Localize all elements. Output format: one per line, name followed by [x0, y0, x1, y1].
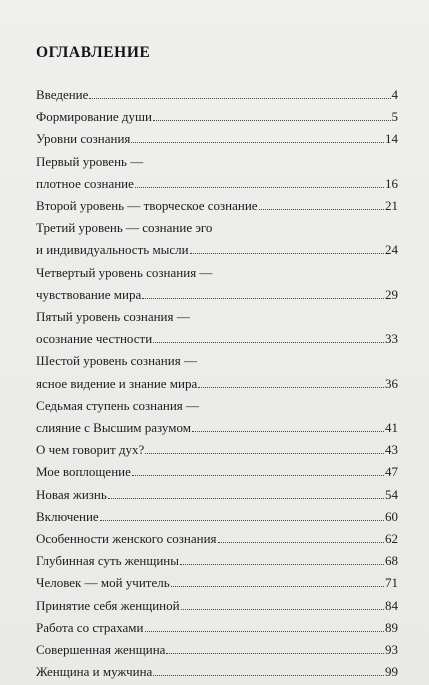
dot-leader [100, 520, 384, 521]
toc-entry-row [36, 106, 398, 128]
toc-heading: ОГЛАВЛЕНИЕ [36, 44, 151, 61]
toc-entry-title-line: Шестой уровень сознания — [36, 353, 197, 369]
toc-entry-title: Второй уровень — творческое сознание [36, 198, 258, 214]
toc-entry [36, 528, 398, 550]
toc-page-number: 43 [385, 442, 398, 458]
toc-entry [36, 439, 398, 461]
dot-leader [131, 142, 384, 143]
toc-entry [36, 217, 398, 261]
toc-entry [36, 84, 398, 106]
toc-page-number: 29 [385, 286, 398, 302]
toc-entry-row [36, 173, 398, 195]
dot-leader [192, 431, 384, 432]
dot-leader [180, 564, 384, 565]
toc-entry-row [36, 595, 398, 617]
toc-page-number: 21 [385, 198, 398, 214]
toc-page-number: 4 [391, 87, 398, 102]
toc-entry-title: и индивидуальность мысли [36, 242, 189, 258]
toc-page-number: 54 [385, 486, 398, 502]
toc-entry-title-line: Пятый уровень сознания — [36, 309, 190, 325]
dot-leader [89, 98, 390, 99]
dot-leader [153, 342, 384, 343]
toc-entry-title: ясное видение и знание мира [36, 375, 198, 391]
toc-entry-title-line: Четвертый уровень сознания — [36, 264, 213, 280]
toc-page-number: 41 [385, 420, 398, 436]
toc-page-number: 5 [391, 109, 398, 125]
dot-leader [145, 453, 384, 454]
toc-entry-row [36, 284, 398, 306]
toc-entry-title: Человек — мой учитель [36, 575, 170, 591]
dot-leader [142, 298, 384, 299]
toc-entry-row [36, 661, 398, 683]
toc-page-number: 36 [385, 375, 398, 391]
toc-entry-title: осознание честности [36, 331, 153, 347]
toc-entry-title: Введение [36, 87, 89, 102]
dot-leader [153, 120, 390, 121]
toc-entry-row [36, 639, 398, 661]
toc-entry [36, 572, 398, 594]
toc-entry-title: Глубинная суть женщины [36, 553, 179, 569]
dot-leader [108, 498, 384, 499]
toc-entry-row [36, 239, 398, 261]
dot-leader [218, 542, 384, 543]
toc-page-number: 33 [385, 331, 398, 347]
toc-entry [36, 461, 398, 483]
toc-page-number: 68 [385, 553, 398, 569]
toc-entry-title-line: Седьмая ступень сознания — [36, 397, 200, 413]
toc-entry-title: Новая жизнь [36, 486, 107, 502]
toc-entry-title: плотное сознание [36, 175, 134, 191]
toc-entry-title: Уровни сознания [36, 131, 131, 147]
toc-entry [36, 484, 398, 506]
toc-entry-row [36, 461, 398, 483]
toc-entry-title: Принятие себя женщиной [36, 597, 180, 613]
dot-leader [166, 653, 384, 654]
toc-entry-row [36, 328, 398, 350]
toc-page-number: 89 [385, 619, 398, 635]
dot-leader [153, 675, 384, 676]
toc-entry-row [36, 417, 398, 439]
toc-page-number: 84 [385, 597, 398, 613]
toc-page-number: 71 [385, 575, 398, 591]
toc-page-number: 99 [385, 664, 398, 680]
toc-entry-row [36, 195, 398, 217]
toc-entry-row [36, 506, 398, 528]
toc-page-number: 16 [385, 175, 398, 191]
toc-page-number: 14 [385, 131, 398, 147]
toc-entry [36, 128, 398, 150]
toc-entry [36, 506, 398, 528]
toc-entry-title: Работа со страхами [36, 619, 144, 635]
toc-entry-title: слияние с Высшим разумом [36, 420, 191, 436]
dot-leader [259, 209, 384, 210]
toc-entry-row [36, 528, 398, 550]
toc-entry-title-line: Первый уровень — [36, 153, 144, 169]
toc-entry [36, 550, 398, 572]
toc-entry [36, 262, 398, 306]
dot-leader [181, 609, 384, 610]
toc-entry-title: О чем говорит дух? [36, 442, 145, 458]
toc-entry-row [36, 550, 398, 572]
toc-entry-row [36, 572, 398, 594]
toc-page-number: 24 [385, 242, 398, 258]
toc-entry [36, 595, 398, 617]
toc-entry-title: Мое воплощение [36, 464, 131, 480]
toc-entry [36, 106, 398, 128]
toc-entry [36, 195, 398, 217]
toc-page-number: 93 [385, 642, 398, 658]
toc-entry-title: Женщина и мужчина [36, 664, 153, 680]
toc-entry-row [36, 484, 398, 506]
toc-entry-title-line: Третий уровень — сознание эго [36, 220, 213, 236]
toc-entry-title: Включение [36, 508, 99, 524]
toc-entry-row [36, 84, 398, 106]
toc-entry [36, 306, 398, 350]
toc-page-number: 60 [385, 508, 398, 524]
toc-page-number: 47 [385, 464, 398, 480]
toc-entry-title: Особенности женского сознания [36, 531, 217, 547]
toc-entry-row [36, 617, 398, 639]
toc-entry-row [36, 128, 398, 150]
toc-entry-title: Формирование души [36, 109, 153, 125]
dot-leader [145, 631, 385, 632]
toc-entry [36, 151, 398, 195]
toc-entry [36, 661, 398, 683]
toc-entry [36, 395, 398, 439]
dot-leader [171, 586, 384, 587]
toc-entry-title: чувствование мира [36, 286, 142, 302]
toc-list [36, 84, 398, 683]
toc-entry-row [36, 373, 398, 395]
toc-entry [36, 639, 398, 661]
dot-leader [198, 387, 384, 388]
toc-entry [36, 617, 398, 639]
toc-entry [36, 350, 398, 394]
dot-leader [190, 253, 384, 254]
toc-page-number: 62 [385, 531, 398, 547]
dot-leader [132, 475, 384, 476]
toc-entry-title: Совершенная женщина [36, 642, 166, 658]
dot-leader [135, 187, 384, 188]
toc-entry-row [36, 439, 398, 461]
